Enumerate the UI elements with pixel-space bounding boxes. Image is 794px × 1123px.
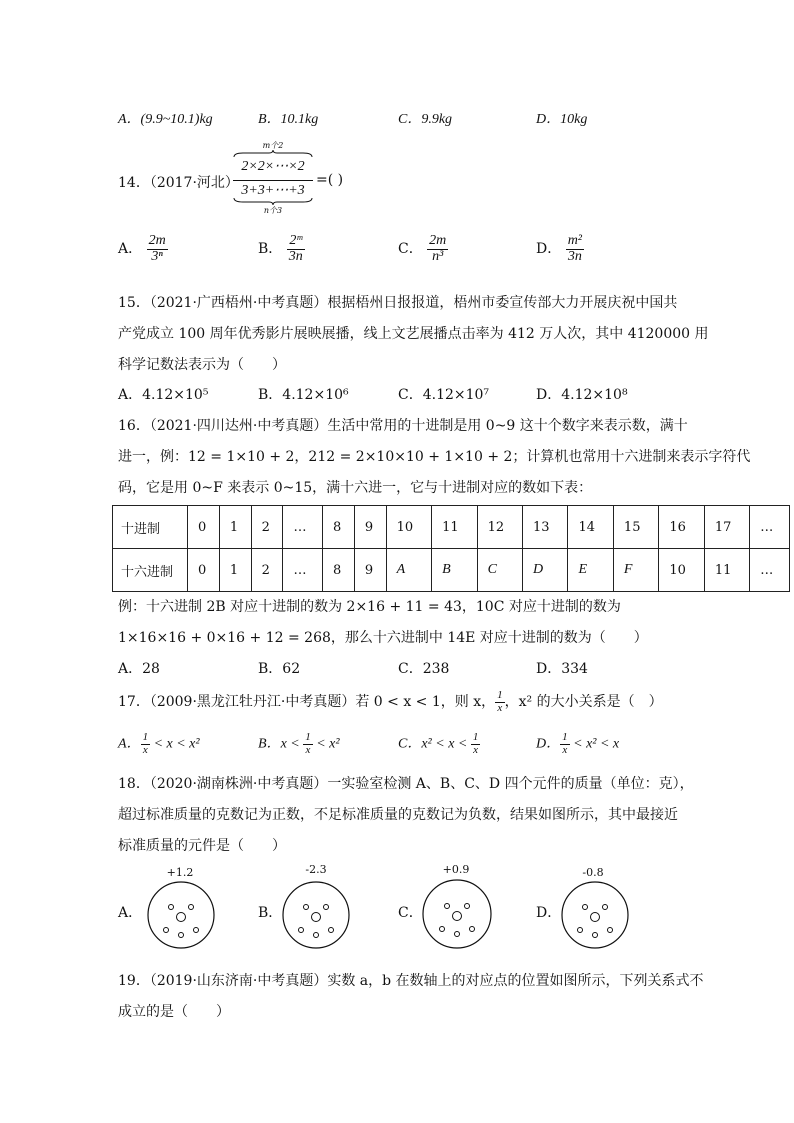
table-cell: D (523, 549, 568, 592)
q14-fraction-bar (233, 180, 313, 181)
table-cell: 10 (659, 549, 704, 592)
table-row-decimal (113, 506, 790, 549)
q17-fraction: $\frac{1}{x}$ (497, 689, 503, 714)
q15-option-b: B．4.12×10⁶ (258, 387, 349, 403)
table-cell: 1 (219, 549, 251, 592)
q14-option-d-label: D． (536, 241, 562, 258)
q16-option-d: D．334 (536, 661, 588, 677)
q18-disk-c (421, 878, 493, 950)
table-cell: … (750, 506, 790, 549)
q15-line-1: 15．（2021·广西梧州·中考真题）根据梧州日报报道，梧州市委宣传部大力开展庆祝中国共 (118, 295, 678, 311)
q14-option-b-den: 3n (288, 248, 303, 264)
q17-option-c-label: C． (398, 736, 422, 752)
q18-disk-c-value: +0.9 (442, 863, 470, 876)
table-cell: 0 (188, 506, 220, 549)
q14-option-c-den: n³ (432, 248, 444, 264)
q14-option-b-num: 2ᵐ (287, 234, 305, 250)
q17-stem (118, 690, 663, 714)
table-cell: E (568, 549, 613, 592)
q14-option-d (536, 234, 584, 264)
q18-option-d-label: D． (536, 905, 562, 921)
q18-option-c-label: C． (398, 905, 423, 921)
table-cell: 9 (354, 549, 386, 592)
q19-line-1: 19．（2019·山东济南·中考真题）实数 a，b 在数轴上的对应点的位置如图所示，下列关系式不 (118, 973, 704, 989)
q14-option-d-num: m² (567, 233, 582, 248)
table-cell: 14 (568, 506, 613, 549)
q17-option-b-after: < x² (312, 736, 340, 752)
q13-option-a: A．(9.9~10.1)kg (118, 112, 213, 127)
q16-after-line-1: 例：十六进制 2B 对应十进制的数为 2×16 + 11 = 43，10C 对应十进制的数为 (118, 599, 621, 615)
table-cell: 11 (432, 506, 477, 549)
table-cell: … (750, 549, 790, 592)
table-cell: 8 (323, 549, 355, 592)
q18-disk-a (146, 880, 216, 950)
q18-line-1: 18．（2020·湖南株洲·中考真题）一实验室检测 A、B、C、D 四个元件的质量（单位：克）， (118, 776, 694, 792)
table-cell: 十进制 (113, 506, 188, 549)
q18-disk-b-value: -2.3 (305, 863, 327, 876)
q14-option-a-label: A． (118, 241, 143, 258)
table-cell: 2 (251, 506, 283, 549)
table-cell: 0 (188, 549, 220, 592)
q14-option-b (258, 234, 305, 264)
table-cell: 16 (659, 506, 704, 549)
table-cell: 9 (354, 506, 386, 549)
q17-option-b-label: B． (258, 736, 281, 752)
q17-option-a: A． $\frac{1}{x}$ < x < x² (118, 731, 200, 756)
q17-option-d: D． $\frac{1}{x}$ < x² < x (536, 731, 620, 756)
q14-option-c-label: C． (398, 241, 423, 258)
q13-option-c: C．9.9kg (398, 112, 453, 127)
q14-option-a-den: 3ⁿ (151, 248, 163, 264)
q16-option-b: B．62 (258, 661, 301, 677)
table-cell: 12 (477, 506, 522, 549)
q14-option-c (398, 234, 448, 264)
q15-option-c: C．4.12×10⁷ (398, 387, 490, 403)
table-cell: 8 (323, 506, 355, 549)
q18-disk-a-value: +1.2 (166, 866, 194, 879)
q17-prefix: 17．（2009·黑龙江牡丹江·中考真题）若 0 < x < 1，则 x， (118, 694, 496, 711)
q13-option-b: B．10.1kg (258, 112, 319, 127)
q15-option-a: A．4.12×10⁵ (118, 387, 209, 403)
table-cell: A (386, 549, 431, 592)
table-cell: … (283, 549, 323, 592)
q17-option-d-label: D． (536, 736, 561, 752)
q16-after-line-2: 1×16×16 + 0×16 + 12 = 268，那么十六进制中 14E 对应十进制的数为（ ） (118, 630, 648, 646)
hex-conversion-table (112, 505, 790, 592)
q16-option-a: A．28 (118, 661, 160, 677)
q13-option-d: D．10kg (536, 112, 588, 127)
table-row-hex (113, 549, 790, 592)
q16-line-1: 16．（2021·四川达州·中考真题）生活中常用的十进制是用 0~9 这十个数字来表示数，满十 (118, 418, 688, 434)
q15-line-3: 科学记数法表示为（ ） (118, 357, 286, 373)
q18-option-a-label: A． (118, 905, 143, 921)
q18-line-3: 标准质量的元件是（ ） (118, 838, 286, 854)
table-cell: 2 (251, 549, 283, 592)
q14-option-a (118, 234, 168, 264)
table-cell: 十六进制 (113, 549, 188, 592)
table-cell: 13 (523, 506, 568, 549)
table-cell: 10 (386, 506, 431, 549)
q17-option-a-after: < x < x² (150, 736, 200, 752)
q14-equals: =( ) (316, 172, 344, 188)
q16-line-3: 码，它是用 0~F 来表示 0~15，满十六进一，它与十进制对应的数如下表： (118, 480, 593, 496)
q16-option-c: C．238 (398, 661, 450, 677)
q15-option-d: D．4.12×10⁸ (536, 387, 628, 403)
q18-disk-d-value: -0.8 (582, 866, 604, 879)
q17-option-a-label: A． (118, 736, 141, 752)
q14-top-brace (233, 150, 313, 158)
q14-option-d-den: 3n (567, 248, 582, 264)
q14-bottom-brace-label: n个3 (263, 206, 283, 215)
table-cell: 15 (613, 506, 658, 549)
q14-option-a-num: 2m (148, 233, 166, 248)
q14-denominator: 3+3+⋯+3 (241, 183, 305, 198)
q14-lead: 14．（2017·河北） (118, 175, 239, 191)
table-cell: 1 (219, 506, 251, 549)
table-cell: B (432, 549, 477, 592)
table-cell: C (477, 549, 522, 592)
q17-option-c-before: x² < x < (421, 736, 471, 752)
q19-line-2: 成立的是（ ） (118, 1004, 230, 1020)
table-cell: F (613, 549, 658, 592)
q16-line-2: 进一，例：12 = 1×10 + 2，212 = 2×10×10 + 1×10 + 2；计算机也常用十六进制来表示字符代 (118, 449, 751, 465)
q17-option-d-after: < x² < x (569, 736, 620, 752)
q17-option-b-before: x < (280, 736, 304, 752)
q15-line-2: 产党成立 100 周年优秀影片展映展播，线上文艺展播点击率为 412 万人次，其中 4120000 用 (118, 326, 709, 342)
q14-numerator: 2×2×⋯×2 (241, 159, 305, 174)
q14-option-c-num: 2m (429, 233, 447, 248)
table-cell: 17 (704, 506, 749, 549)
q17-option-c: C．x² < x < $\frac{1}{x}$ (398, 731, 479, 756)
q18-disk-d (560, 880, 630, 950)
q18-disk-b (281, 880, 351, 950)
q14-top-brace-label: m个2 (262, 141, 284, 150)
table-cell: … (283, 506, 323, 549)
q17-option-b: B．x < $\frac{1}{x}$ < x² (258, 731, 340, 756)
q18-line-2: 超过标准质量的克数记为正数，不足标准质量的克数记为负数，结果如图所示，其中最接近 (118, 807, 678, 823)
q14-option-b-label: B． (258, 241, 283, 258)
table-cell: 11 (704, 549, 749, 592)
q17-suffix: ，x² 的大小关系是（ ） (504, 694, 663, 711)
q18-option-b-label: B． (258, 905, 283, 921)
